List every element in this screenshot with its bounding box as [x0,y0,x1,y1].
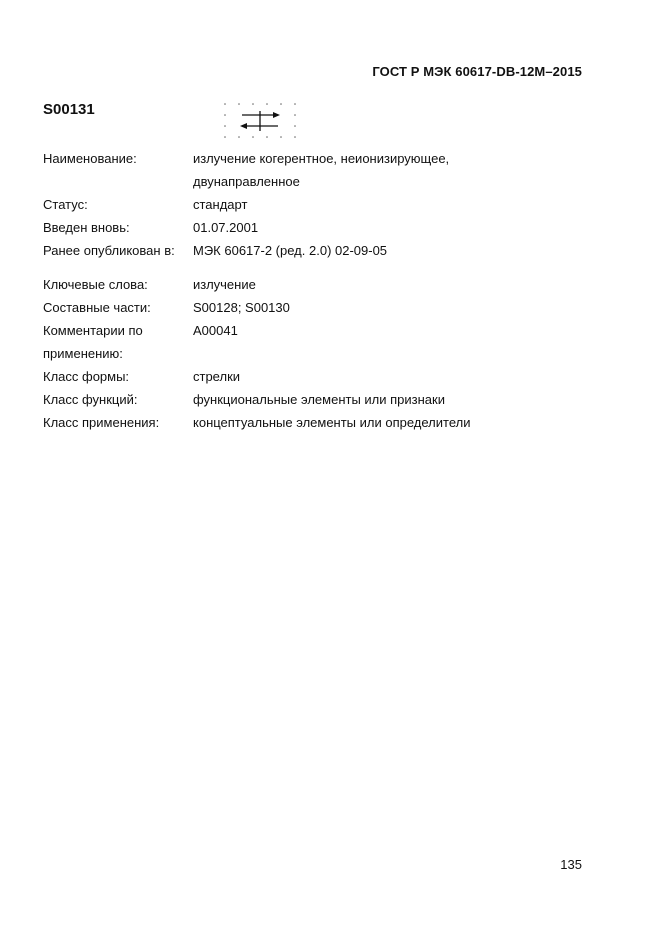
field-value-line: излучение когерентное, неионизирующее, [193,151,450,166]
field-keywords [43,273,603,296]
field-value: стрелки [193,369,241,384]
field-label [43,319,193,365]
symbol-code: S00131 [43,101,95,118]
field-label: Класс применения: [43,415,160,430]
field-name [43,147,603,193]
field-label-line: применению: [43,346,123,361]
field-components [43,296,603,319]
field-value: функциональные элементы или признаки [193,392,445,407]
field-label: Наименование: [43,151,137,166]
attribute-table [43,147,603,434]
field-application-comments [43,319,603,365]
field-label: Класс функций: [43,392,138,407]
field-value [193,147,603,193]
bidirectional-arrows-icon [220,100,300,140]
field-status [43,193,603,216]
field-value: S00128; S00130 [193,300,290,315]
field-label: Класс формы: [43,369,130,384]
field-value: концептуальные элементы или определители [193,415,471,430]
field-application-class [43,411,603,434]
field-label: Введен вновь: [43,220,130,235]
field-value: A00041 [193,323,238,338]
document-header: ГОСТ Р МЭК 60617-DB-12M–2015 [372,64,582,79]
field-shape-class [43,365,603,388]
field-introduced [43,216,603,239]
section-gap [43,262,603,273]
field-previously-published [43,239,603,262]
field-value: 01.07.2001 [193,220,259,235]
field-value: излучение [193,277,256,292]
field-label: Ключевые слова: [43,277,148,292]
field-value-line: двунаправленное [193,174,300,189]
page-number: 135 [560,857,582,872]
field-value: МЭК 60617-2 (ред. 2.0) 02-09-05 [193,243,388,258]
field-value: стандарт [193,197,248,212]
field-label: Составные части: [43,300,151,315]
field-label: Ранее опубликован в: [43,243,175,258]
field-label-line: Комментарии по [43,323,143,338]
field-function-class [43,388,603,411]
field-label: Статус: [43,197,88,212]
